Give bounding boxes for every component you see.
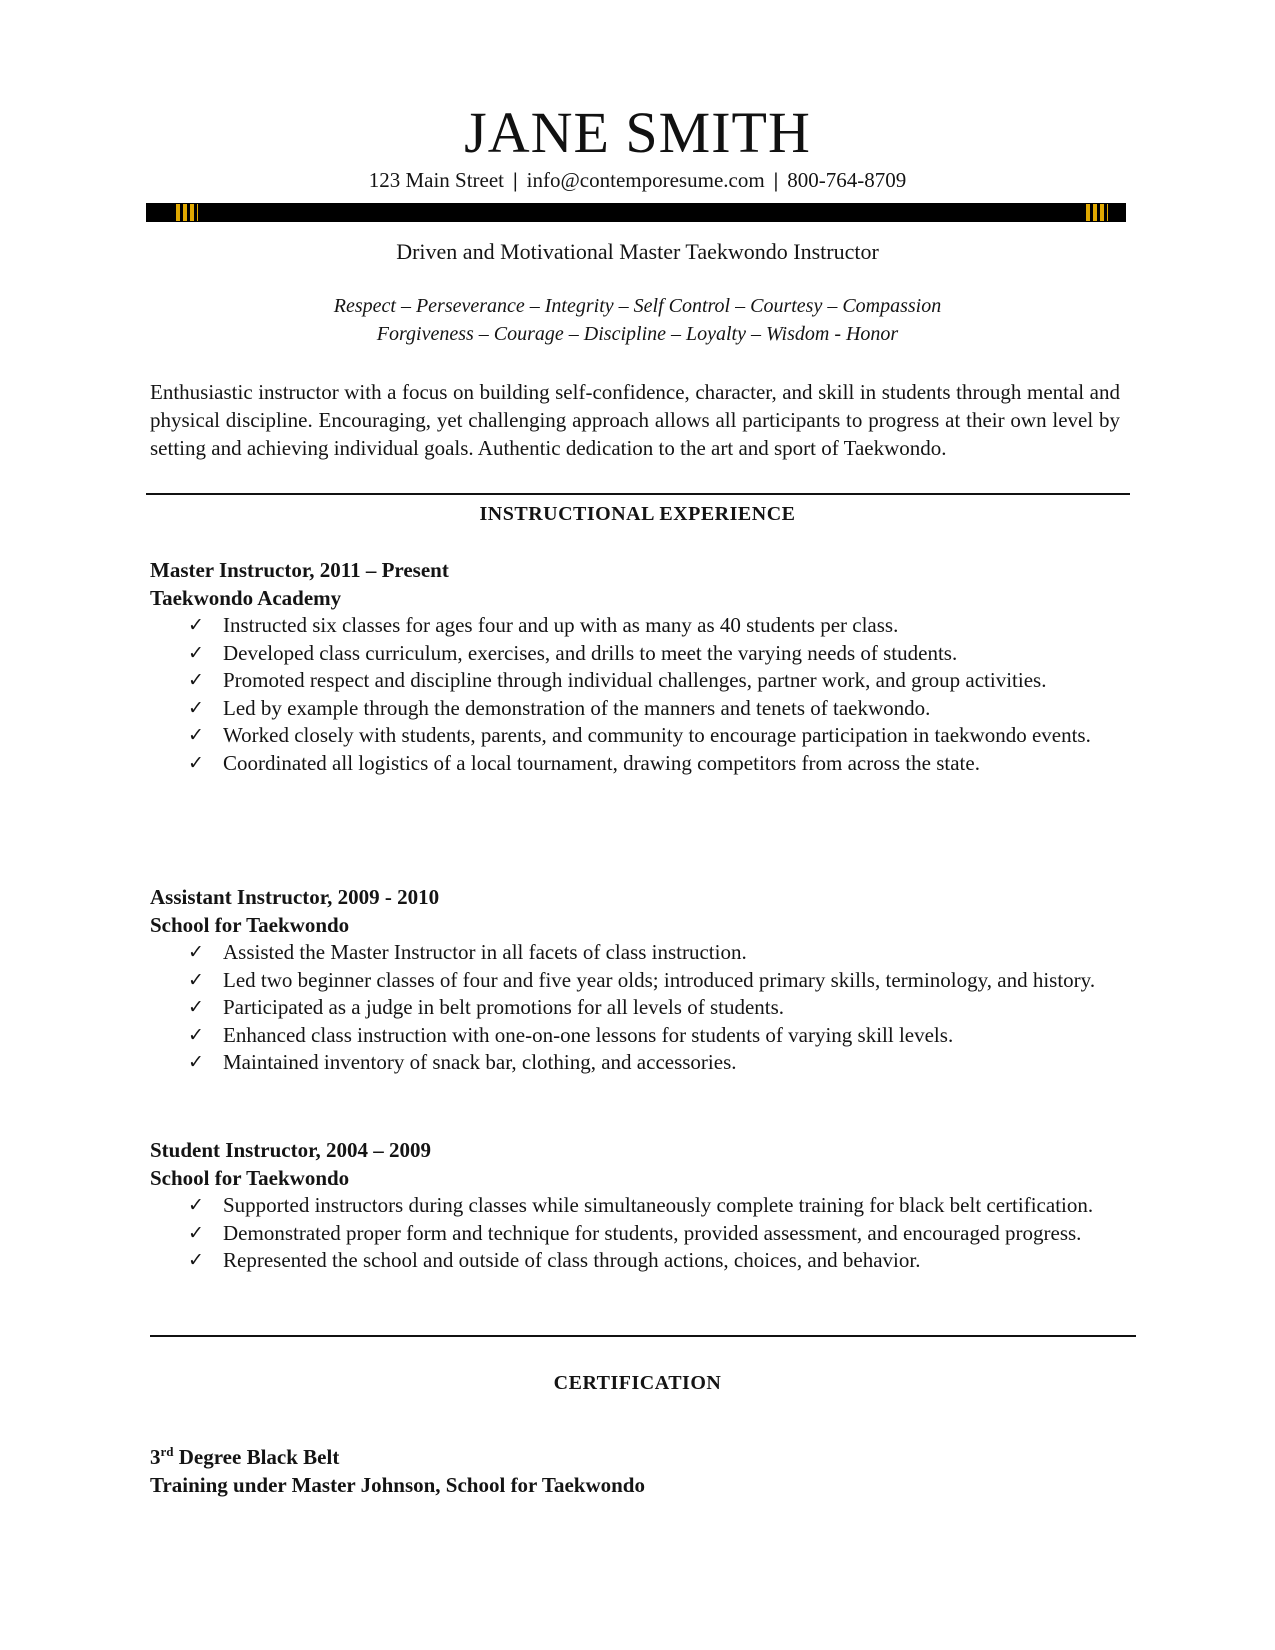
separator: | (513, 168, 518, 192)
checkmark-icon: ✓ (188, 615, 204, 636)
list-item: ✓ Promoted respect and discipline through individual challenges, partner work, and group activities. (150, 667, 1120, 695)
values-line-1: Respect – Perseverance – Integrity – Self Control – Courtesy – Compassion (333, 295, 942, 317)
checkmark-icon: ✓ (188, 1250, 204, 1271)
professional-headline: Driven and Motivational Master Taekwondo Instructor (396, 239, 879, 264)
phone: 800-764-8709 (787, 168, 907, 192)
list-item: ✓ Assisted the Master Instructor in all facets of class instruction. (150, 939, 1120, 967)
address: 123 Main Street (368, 168, 505, 192)
belt-stripes-right-icon (1086, 204, 1108, 221)
list-item: ✓ Demonstrated proper form and technique for students, provided assessment, and encouraged progress. (150, 1220, 1120, 1248)
checkmark-icon: ✓ (188, 725, 204, 746)
certification-degree: 3rd Degree Black Belt (150, 1444, 340, 1469)
black-belt-divider (146, 203, 1126, 222)
certification-entry (150, 1443, 1120, 1499)
separator: | (773, 168, 779, 192)
job-organization: Taekwondo Academy (150, 585, 342, 610)
job-title: Master Instructor, 2011 – Present (150, 558, 449, 582)
list-item: ✓ Participated as a judge in belt promotions for all levels of students. (150, 994, 1120, 1022)
job-bullets (150, 1192, 1120, 1275)
values-line-2: Forgiveness – Courage – Discipline – Loyalty – Wisdom - Honor (376, 323, 899, 345)
job-entry (150, 557, 1120, 777)
checkmark-icon: ✓ (188, 1195, 204, 1216)
job-bullets (150, 939, 1120, 1077)
experience-section-title: INSTRUCTIONAL EXPERIENCE (479, 503, 796, 525)
section-divider (146, 493, 1130, 495)
checkmark-icon: ✓ (188, 1024, 204, 1046)
job-bullets (150, 612, 1120, 777)
checkmark-icon: ✓ (188, 942, 204, 963)
contact-line (0, 166, 1275, 194)
checkmark-icon: ✓ (188, 997, 204, 1018)
belt-stripes-left-icon (176, 204, 198, 221)
email: info@contemporesume.com (526, 168, 765, 192)
job-entry (150, 1137, 1120, 1275)
job-title: Student Instructor, 2004 – 2009 (150, 1138, 431, 1162)
core-values (0, 292, 1275, 348)
list-item: ✓ Led two beginner classes of four and five year olds; introduced primary skills, terminology, and history. (150, 967, 1120, 995)
section-divider (150, 1335, 1136, 1337)
checkmark-icon: ✓ (188, 697, 204, 719)
checkmark-icon: ✓ (188, 752, 204, 774)
candidate-name: JANE SMITH (464, 100, 811, 165)
list-item: ✓ Led by example through the demonstration of the manners and tenets of taekwondo. (150, 695, 1120, 723)
list-item: ✓ Supported instructors during classes while simultaneously complete training for black belt certification. (150, 1192, 1120, 1220)
checkmark-icon: ✓ (188, 969, 204, 991)
job-title: Assistant Instructor, 2009 - 2010 (150, 885, 440, 909)
checkmark-icon: ✓ (188, 642, 204, 664)
list-item: ✓ Worked closely with students, parents, and community to encourage participation in taekwondo events. (150, 722, 1120, 750)
checkmark-icon: ✓ (188, 670, 204, 691)
certification-section-title: CERTIFICATION (553, 1372, 722, 1394)
list-item: ✓ Instructed six classes for ages four and up with as many as 40 students per class. (150, 612, 1120, 640)
summary-paragraph: Enthusiastic instructor with a focus on building self-confidence, character, and skill in students through mental and physical discipline. Encouraging, yet challenging approach allows all participants to progress at their own level by setting and achieving individual goals. Authentic dedication to the art and sport of Taekwondo. (150, 380, 1120, 460)
job-organization: School for Taekwondo (150, 912, 350, 937)
list-item: ✓ Maintained inventory of snack bar, clothing, and accessories. (150, 1049, 1120, 1077)
list-item: ✓ Represented the school and outside of class through actions, choices, and behavior. (150, 1247, 1120, 1275)
checkmark-icon: ✓ (188, 1052, 204, 1073)
job-organization: School for Taekwondo (150, 1165, 350, 1190)
list-item: ✓ Coordinated all logistics of a local tournament, drawing competitors from across the state. (150, 750, 1120, 778)
list-item: ✓ Enhanced class instruction with one-on-one lessons for students of varying skill levels. (150, 1022, 1120, 1050)
list-item: ✓ Developed class curriculum, exercises, and drills to meet the varying needs of students. (150, 640, 1120, 668)
job-entry (150, 884, 1120, 1077)
certification-training: Training under Master Johnson, School for Taekwondo (150, 1473, 645, 1497)
checkmark-icon: ✓ (188, 1222, 204, 1244)
